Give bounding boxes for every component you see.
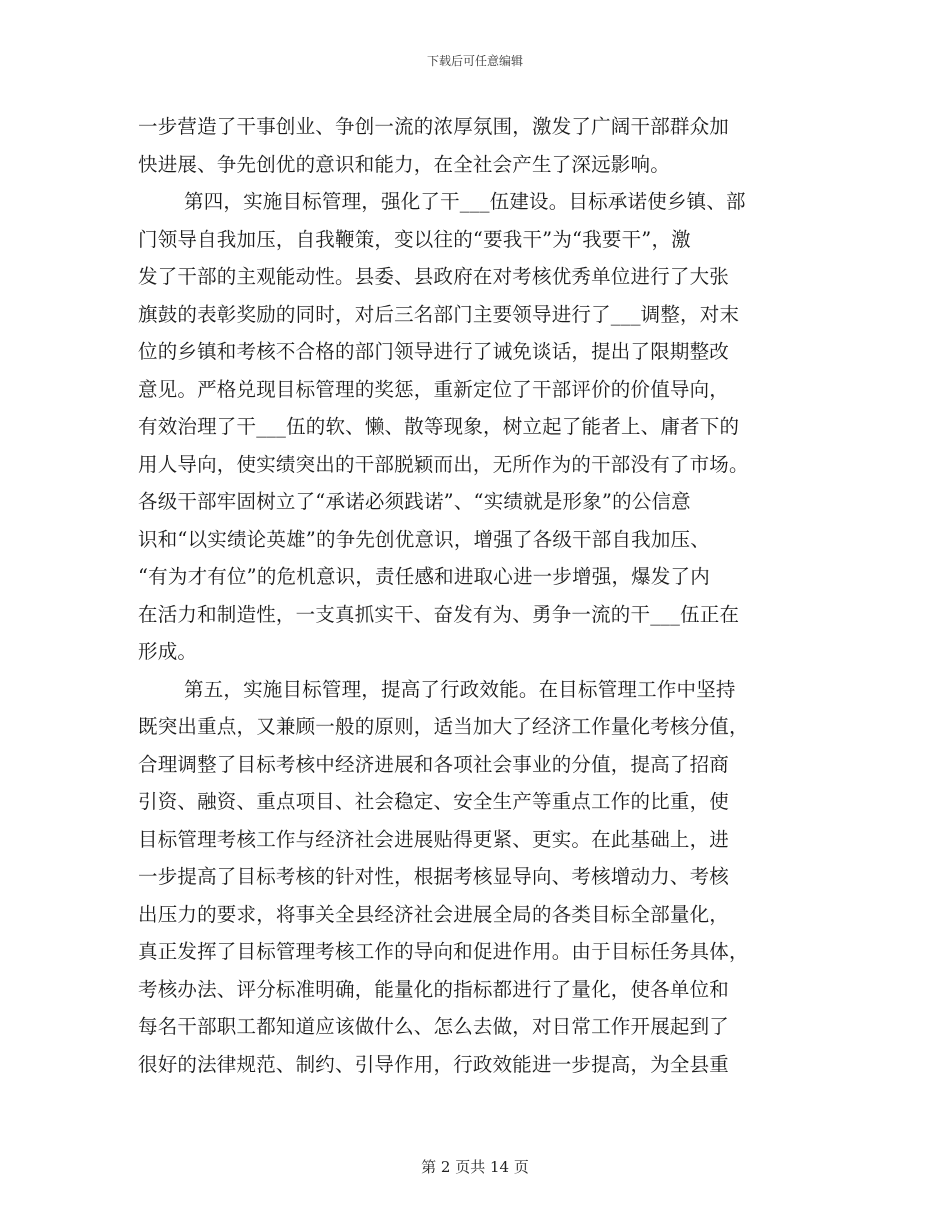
body-line: 发了干部的主观能动性。县委、县政府在对考核优秀单位进行了大张 [138, 265, 730, 288]
body-line: 形成。 [138, 640, 198, 663]
document-body [138, 108, 810, 1083]
body-line: “有为才有位”的危机意识，责任感和进取心进一步增强，爆发了内 [138, 565, 710, 588]
body-line: 一步提高了目标考核的针对性，根据考核显导向、考核增动力、考核 [138, 865, 730, 888]
body-line: 有效治理了干___伍的软、懒、散等现象，树立起了能者上、庸者下的 [138, 415, 740, 438]
page-header: 下载后可任意编辑 [426, 54, 523, 68]
body-line: 门领导自我加压，自我鞭策，变以往的“要我干”为“我要干”，激 [138, 227, 691, 251]
paragraph-start-line: 第五，实施目标管理，提高了行政效能。在目标管理工作中坚持 [184, 677, 736, 701]
body-line: 一步营造了干事创业、争创一流的浓厚氛围，激发了广阔干部群众加 [138, 115, 730, 138]
body-line: 引资、融资、重点项目、社会稳定、安全生产等重点工作的比重，使 [138, 790, 730, 813]
body-line: 识和“以实绩论英雄”的争先创优意识，增强了各级干部自我加压、 [138, 527, 710, 551]
body-line: 各级干部牢固树立了“承诺必须践诺”、“实绩就是形象”的公信意 [138, 490, 691, 513]
body-line: 考核办法、评分标准明确，能量化的指标都进行了量化，使各单位和 [138, 977, 730, 1001]
page-footer: 第 2 页共 14 页 [421, 1158, 529, 1176]
body-line: 出压力的要求，将事关全县经济社会进展全局的各类目标全部量化， [138, 902, 730, 926]
body-line: 位的乡镇和考核不合格的部门领导进行了诫免谈话，提出了限期整改 [138, 340, 730, 363]
body-line: 在活力和制造性，一支真抓实干、奋发有为、勇争一流的干___伍正在 [138, 602, 740, 626]
body-line: 每名干部职工都知道应该做什么、怎么去做，对日常工作开展起到了 [138, 1015, 730, 1038]
body-line: 意见。严格兑现目标管理的奖惩，重新定位了干部评价的价值导向， [138, 377, 730, 401]
paragraph-start-line: 第四，实施目标管理，强化了干___伍建设。目标承诺使乡镇、部 [184, 190, 746, 213]
body-line: 旗鼓的表彰奖励的同时，对后三名部门主要领导进行了___调整，对末 [138, 302, 740, 326]
body-line: 合理调整了目标考核中经济进展和各项社会事业的分值，提高了招商 [138, 752, 730, 776]
body-line: 目标管理考核工作与经济社会进展贴得更紧、更实。在此基础上，进 [138, 827, 730, 851]
body-line: 很好的法律规范、制约、引导作用，行政效能进一步提高，为全县重 [138, 1052, 730, 1076]
body-line: 既突出重点，又兼顾一般的原则，适当加大了经济工作量化考核分值， [138, 715, 749, 738]
body-line: 真正发挥了目标管理考核工作的导向和促进作用。由于目标任务具体， [138, 940, 749, 963]
body-line: 快进展、争先创优的意识和能力，在全社会产生了深远影响。 [138, 152, 670, 176]
body-line: 用人导向，使实绩突出的干部脱颖而出，无所作为的干部没有了市场。 [138, 452, 749, 476]
